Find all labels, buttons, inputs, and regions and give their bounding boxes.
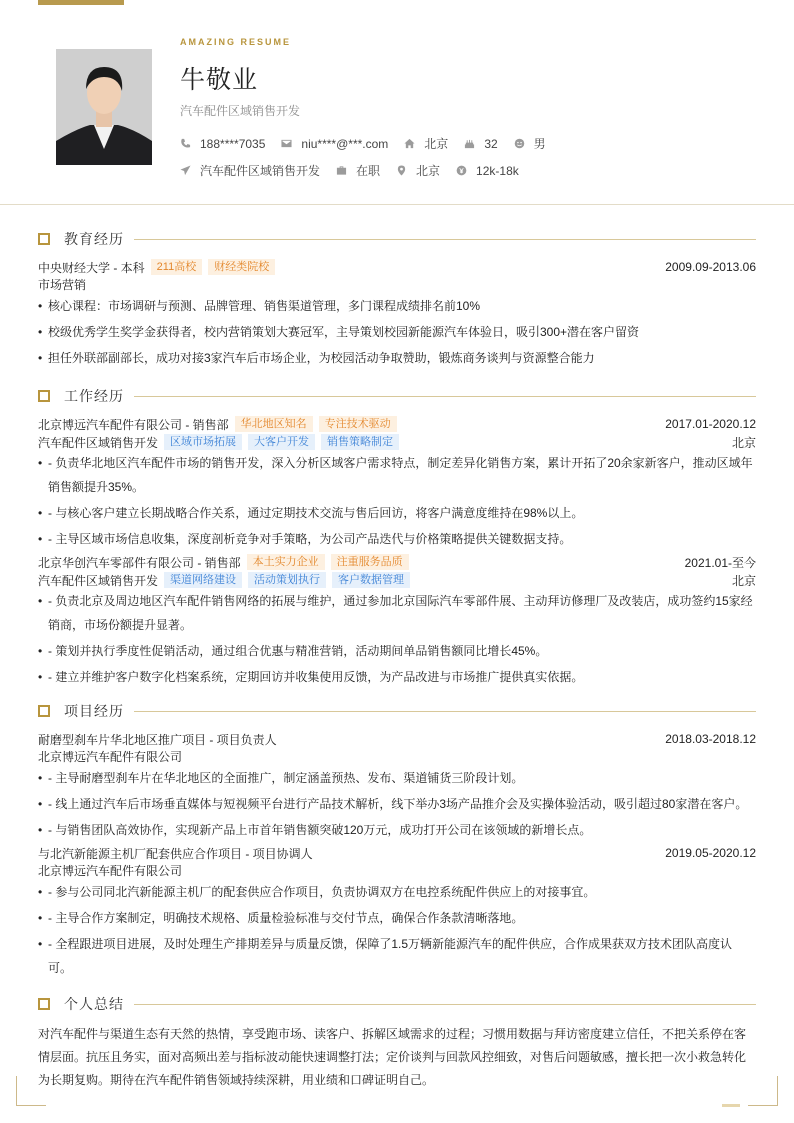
project-bullets <box>38 880 756 980</box>
mail-icon <box>281 138 292 149</box>
gender-item <box>514 135 546 152</box>
section-square-icon <box>38 998 50 1010</box>
phone-text: 188****7035 <box>200 136 266 151</box>
corner-decoration <box>16 1076 46 1106</box>
section-header <box>38 386 756 406</box>
list-item: • 校级优秀学生奖学金获得者，校内营销策划大赛冠军，主导策划校园新能源汽车体验日，吸引300+潜在客户留资 <box>38 320 756 344</box>
age-text: 32 <box>484 136 498 151</box>
salary-item <box>456 164 519 178</box>
send-icon <box>180 165 191 176</box>
intention-info-row <box>180 162 535 179</box>
corner-decoration <box>748 1076 778 1106</box>
school-tag: 财经类院校 <box>208 259 275 275</box>
candidate-name: 牛敬业 <box>180 66 259 94</box>
role-tag: 销售策略制定 <box>321 434 399 450</box>
project-header <box>38 844 756 862</box>
age-item <box>464 137 497 151</box>
home-icon <box>404 138 415 149</box>
location-icon <box>396 165 407 176</box>
job-role: 汽车配件区域销售开发 <box>38 435 159 450</box>
job-city: 北京 <box>731 435 756 450</box>
section-divider <box>134 239 756 240</box>
list-item: • 核心课程：市场调研与预测、品牌管理、销售渠道管理，多门课程成绩排名前10% <box>38 294 756 318</box>
section-divider <box>134 1004 756 1005</box>
job-header <box>38 415 756 433</box>
project-name: 耐磨型刹车片华北地区推广项目 - 项目负责人 <box>38 732 277 747</box>
job-intention: 汽车配件区域销售开发 <box>180 104 301 118</box>
email-text: niu****@***.com <box>301 136 389 151</box>
list-item: • - 与核心客户建立长期战略合作关系，通过定期技术交流与售后回访，将客户满意度维持在98%以上。 <box>38 501 756 525</box>
section-header <box>38 701 756 721</box>
company-name: 北京博远汽车配件有限公司 - 销售部 <box>38 417 229 432</box>
phone-item <box>180 137 265 151</box>
gender-text: 男 <box>533 137 546 151</box>
job-bullets <box>38 451 756 551</box>
salary-text: 12k-18k <box>476 163 519 178</box>
project-org: 北京博远汽车配件有限公司 <box>38 750 183 764</box>
job-role-line <box>38 571 756 589</box>
company-name: 北京华创汽车零部件有限公司 - 销售部 <box>38 555 241 570</box>
company-tag: 注重服务品质 <box>331 554 409 570</box>
corner-accent <box>722 1104 740 1107</box>
section-square-icon <box>38 705 50 717</box>
role-tag: 客户数据管理 <box>332 572 410 588</box>
list-item: • - 主导耐磨型刹车片在华北地区的全面推广，制定涵盖预热、发布、渠道铺货三阶段计划。 <box>38 766 756 790</box>
money-icon <box>456 165 467 176</box>
phone-icon <box>180 138 191 149</box>
target-city-text: 北京 <box>416 164 441 178</box>
list-item: • - 建立并维护客户数字化档案系统，定期回访并收集使用反馈，为产品改进与市场推广提供真实依据。 <box>38 665 756 689</box>
project-header <box>38 730 756 748</box>
company-tag: 本土实力企业 <box>247 554 325 570</box>
job-role: 汽车配件区域销售开发 <box>38 573 159 588</box>
cake-icon <box>464 138 475 149</box>
gender-icon <box>514 138 525 149</box>
job-bullets <box>38 589 756 689</box>
city-text: 北京 <box>424 137 449 151</box>
job-city: 北京 <box>731 573 756 588</box>
list-item: • - 线上通过汽车后市场垂直媒体与短视频平台进行产品技术解析，线下举办3场产品推介会及实操体验活动，吸引超过80家潜在客户。 <box>38 792 756 816</box>
project-date: 2018.03-2018.12 <box>665 732 756 746</box>
status-item <box>336 162 380 179</box>
major: 市场营销 <box>38 278 87 292</box>
company-tag: 专注技术驱动 <box>319 416 397 432</box>
section-title: 个人总结 <box>64 996 124 1012</box>
section-title: 工作经历 <box>64 388 124 404</box>
profile-photo <box>56 49 152 165</box>
summary-section <box>38 994 756 1092</box>
education-entry-header <box>38 258 756 276</box>
list-item: • - 策划并执行季度性促销活动，通过组合优惠与精准营销，活动期间单品销售额同比增长45%。 <box>38 639 756 663</box>
target-city-item <box>396 162 440 179</box>
list-item: • 担任外联部副部长，成功对接3家汽车后市场企业，为校园活动争取赞助，锻炼商务谈判与资源整合能力 <box>38 346 756 370</box>
section-title: 教育经历 <box>64 231 124 247</box>
school-name: 中央财经大学 - 本科 <box>38 260 145 275</box>
education-date: 2009.09-2013.06 <box>665 260 756 274</box>
list-item: • - 主导区域市场信息收集，深度剖析竞争对手策略，为公司产品迭代与价格策略提供关键数据支持。 <box>38 527 756 551</box>
company-tag: 华北地区知名 <box>235 416 313 432</box>
role-tag: 活动策划执行 <box>248 572 326 588</box>
status-text: 在职 <box>356 164 381 178</box>
role-tag: 渠道网络建设 <box>164 572 242 588</box>
project-bullets <box>38 766 756 842</box>
job-header <box>38 553 756 571</box>
role-tag: 区域市场拓展 <box>164 434 242 450</box>
resume-tagline: AMAZING RESUME <box>180 37 291 47</box>
project-org: 北京博远汽车配件有限公司 <box>38 864 183 878</box>
target-position-item <box>180 162 320 179</box>
resume-header <box>0 0 794 205</box>
list-item: • - 与销售团队高效协作，实现新产品上市首年销售额突破120万元，成功打开公司在该领域的新增长点。 <box>38 818 756 842</box>
section-divider <box>134 711 756 712</box>
work-section <box>38 386 756 691</box>
email-item <box>281 137 388 151</box>
summary-text: 对汽车配件与渠道生态有天然的热情，享受跑市场、读客户、拆解区域需求的过程；习惯用数据与拜访密度建立信任，不把关系停在客情层面。抗压且务实，面对高频出差与指标波动能快速调整打法；定价谈判与回款风控细致，对售后问题敏感，擅长把一次小救急转化为长期复购。期待在汽车配件销售领域持续深耕，用业绩和口碑证明自己。 <box>38 1027 747 1087</box>
projects-section <box>38 701 756 982</box>
list-item: • - 主导合作方案制定，明确技术规格、质量检验标准与交付节点，确保合作条款清晰落地。 <box>38 906 756 930</box>
project-date: 2019.05-2020.12 <box>665 846 756 860</box>
briefcase-icon <box>336 165 347 176</box>
education-section <box>38 229 756 372</box>
list-item: • - 参与公司同北汽新能源主机厂的配套供应合作项目，负责协调双方在电控系统配件供应上的对接事宜。 <box>38 880 756 904</box>
city-item <box>404 135 448 152</box>
contact-info-row <box>180 135 562 152</box>
job-role-line <box>38 433 756 451</box>
job-date: 2021.01-至今 <box>684 555 756 570</box>
list-item: • - 负责北京及周边地区汽车配件销售网络的拓展与维护，通过参加北京国际汽车零部件展、主动拜访修理厂及改装店，成功签约15家经销商，市场份额提升显著。 <box>38 589 756 637</box>
list-item: • - 负责华北地区汽车配件市场的销售开发，深入分析区域客户需求特点，制定差异化销售方案，累计开拓了20余家新客户，推动区域年销售额提升35%。 <box>38 451 756 499</box>
target-position-text: 汽车配件区域销售开发 <box>200 164 321 178</box>
list-item: • - 全程跟进项目进展，及时处理生产排期差异与质量反馈，保障了1.5万辆新能源汽车的配件供应，合作成果获双方技术团队高度认可。 <box>38 932 756 980</box>
section-square-icon <box>38 390 50 402</box>
section-title: 项目经历 <box>64 703 124 719</box>
role-tag: 大客户开发 <box>248 434 315 450</box>
job-date: 2017.01-2020.12 <box>665 417 756 431</box>
project-name: 与北汽新能源主机厂配套供应合作项目 - 项目协调人 <box>38 846 313 861</box>
section-divider <box>134 396 756 397</box>
school-tag: 211高校 <box>151 259 203 275</box>
section-header <box>38 994 756 1014</box>
section-square-icon <box>38 233 50 245</box>
education-bullets <box>38 294 756 370</box>
section-header <box>38 229 756 249</box>
